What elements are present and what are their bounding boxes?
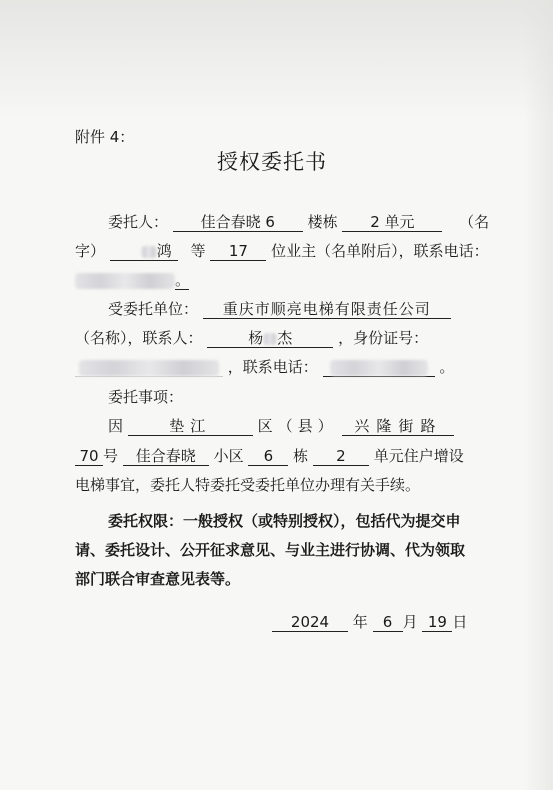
month-label: 月 xyxy=(402,613,418,631)
redacted-name xyxy=(141,246,157,258)
owner-count: 17 xyxy=(210,242,266,261)
district-suffix: 区（县） xyxy=(257,417,338,435)
principal-building: 佳合春晓 6 xyxy=(173,213,303,232)
document-title: 授权委托书 xyxy=(217,150,327,174)
scope-line-3: 部门联合审查意见表等。 xyxy=(75,570,241,588)
principal-unit: 2 单元 xyxy=(342,213,442,232)
matter-address-line xyxy=(75,446,464,466)
yin-label: 因 xyxy=(108,417,124,435)
principal-name xyxy=(110,242,178,261)
redacted-contact xyxy=(263,333,277,345)
signature-date xyxy=(272,612,467,632)
deng-label: 等 xyxy=(190,242,206,260)
owner-count-suffix: 位业主（名单附后），联系电话： xyxy=(271,242,489,260)
xiaoqu-label: 小区 xyxy=(213,447,244,465)
dong-label: 栋 xyxy=(293,447,309,465)
building-label: 楼栋 xyxy=(307,213,338,231)
agent-company: 重庆市顺亮电梯有限责任公司 xyxy=(203,300,451,319)
redacted-id-field xyxy=(75,358,223,377)
principal-name-text: 鸿 xyxy=(156,242,172,260)
redacted-id xyxy=(79,360,219,376)
day-label: 日 xyxy=(452,613,468,631)
principal-label: 委托人： xyxy=(108,213,169,231)
redacted-phone xyxy=(75,273,175,289)
id-phone-line xyxy=(75,357,454,377)
attachment-label: 附件 4： xyxy=(75,128,135,146)
date-year: 2024 xyxy=(272,613,348,632)
scope-line-1: 委托权限：一般授权（或特别授权），包括代为提交申 xyxy=(108,512,461,530)
matter-tail: 单元住户增设 xyxy=(373,447,464,465)
year-label: 年 xyxy=(352,613,368,631)
principal-name-line xyxy=(75,241,489,261)
redacted-agent-phone-field xyxy=(323,358,435,377)
date-month: 6 xyxy=(373,613,403,632)
contact-line xyxy=(75,328,428,348)
hao-label: 号 xyxy=(103,447,119,465)
contact-given: 杰 xyxy=(277,329,293,347)
matter-location-line xyxy=(108,416,454,436)
matter-purpose-line: 电梯事宜，委托人特委托受委托单位办理有关手续。 xyxy=(75,476,421,494)
principal-line xyxy=(108,212,489,232)
redacted-agent-phone xyxy=(330,360,428,376)
name-close-label: 字） xyxy=(75,242,106,260)
matter-district: 垫江 xyxy=(128,417,253,436)
street-number: 70 xyxy=(75,447,103,466)
agent-phone-label: ，联系电话： xyxy=(227,358,318,376)
matter-unit: 2 xyxy=(313,447,369,466)
contact-surname: 杨 xyxy=(248,329,264,347)
name-open-label: （名 xyxy=(459,213,490,231)
contact-person xyxy=(207,329,333,348)
contact-label: （名称），联系人： xyxy=(75,329,203,347)
matter-building: 6 xyxy=(248,447,288,466)
agent-line xyxy=(108,299,451,319)
matter-community: 佳合春晓 xyxy=(123,447,209,466)
scope-line-2: 请、委托设计、公开征求意见、与业主进行协调、代为领取 xyxy=(75,541,466,559)
agent-phone-end: 。 xyxy=(439,358,455,376)
principal-phone-line xyxy=(75,270,189,290)
matter-street: 兴隆街路 xyxy=(342,417,454,436)
phone-end: 。 xyxy=(175,271,191,289)
agent-label: 受委托单位： xyxy=(108,300,199,318)
id-label: ，身份证号： xyxy=(338,329,429,347)
date-day: 19 xyxy=(422,613,452,632)
matter-label: 委托事项： xyxy=(108,388,184,406)
